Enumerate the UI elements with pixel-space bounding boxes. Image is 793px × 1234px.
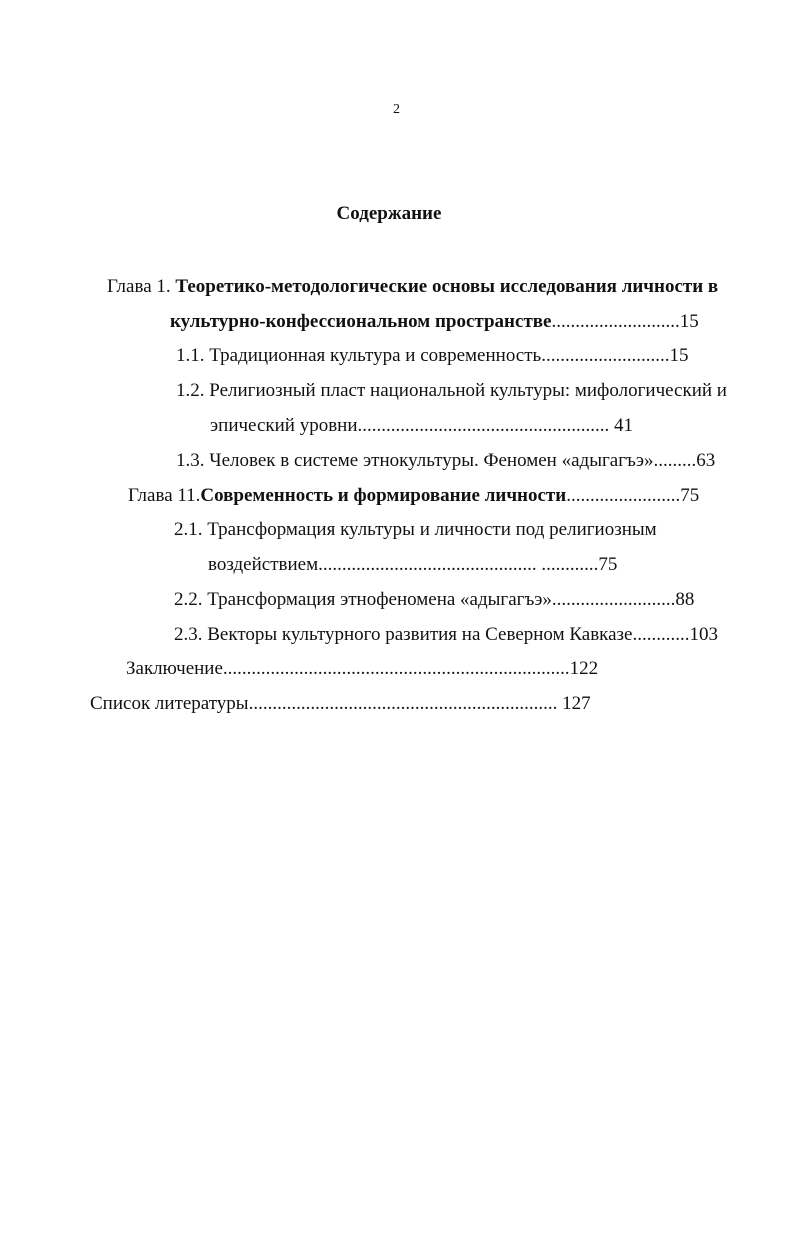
toc-section-1-2-cont: эпический уровни..................................................... 41 [210, 415, 634, 436]
toc-section-1-2: 1.2. Религиозный пласт национальной культуры: мифологический и [176, 380, 727, 401]
toc-chapter-1-leader: ...........................15 [551, 311, 699, 332]
toc-section-2-2: 2.2. Трансформация этнофеномена «адыгагъэ»..........................88 [174, 589, 695, 610]
toc-bibliography: Список литературы................................................................. 127 [90, 693, 591, 714]
page-title: Содержание [336, 203, 442, 224]
toc-chapter-2-prefix: Глава 11. [128, 485, 201, 506]
toc-chapter-2 [128, 484, 699, 508]
toc-section-1-1: 1.1. Традиционная культура и современность...........................15 [176, 345, 689, 366]
toc-chapter-2-leader: ........................75 [566, 485, 700, 506]
page-number: 2 [393, 102, 400, 117]
toc-section-1-3: 1.3. Человек в системе этнокультуры. Феномен «адыгагъэ».........63 [176, 450, 716, 471]
toc-chapter-2-title: Современность и формирование личности [200, 485, 567, 506]
toc-conclusion: Заключение.........................................................................122 [126, 658, 599, 679]
toc-chapter-1-title: Теоретико-методологические основы исследования личности в [175, 276, 719, 297]
toc-section-2-1-cont: воздействием.............................................. ............75 [208, 554, 618, 575]
toc-chapter-1-title-cont: культурно-конфессиональном пространстве [170, 311, 552, 332]
toc-section-2-3: 2.3. Векторы культурного развития на Северном Кавказе............103 [174, 624, 718, 645]
toc-chapter-1-line-1 [107, 275, 718, 299]
toc-chapter-1-prefix: Глава 1. [107, 276, 176, 297]
toc-section-2-1: 2.1. Трансформация культуры и личности под религиозным [174, 519, 657, 540]
toc-chapter-1-line-2 [170, 310, 699, 334]
